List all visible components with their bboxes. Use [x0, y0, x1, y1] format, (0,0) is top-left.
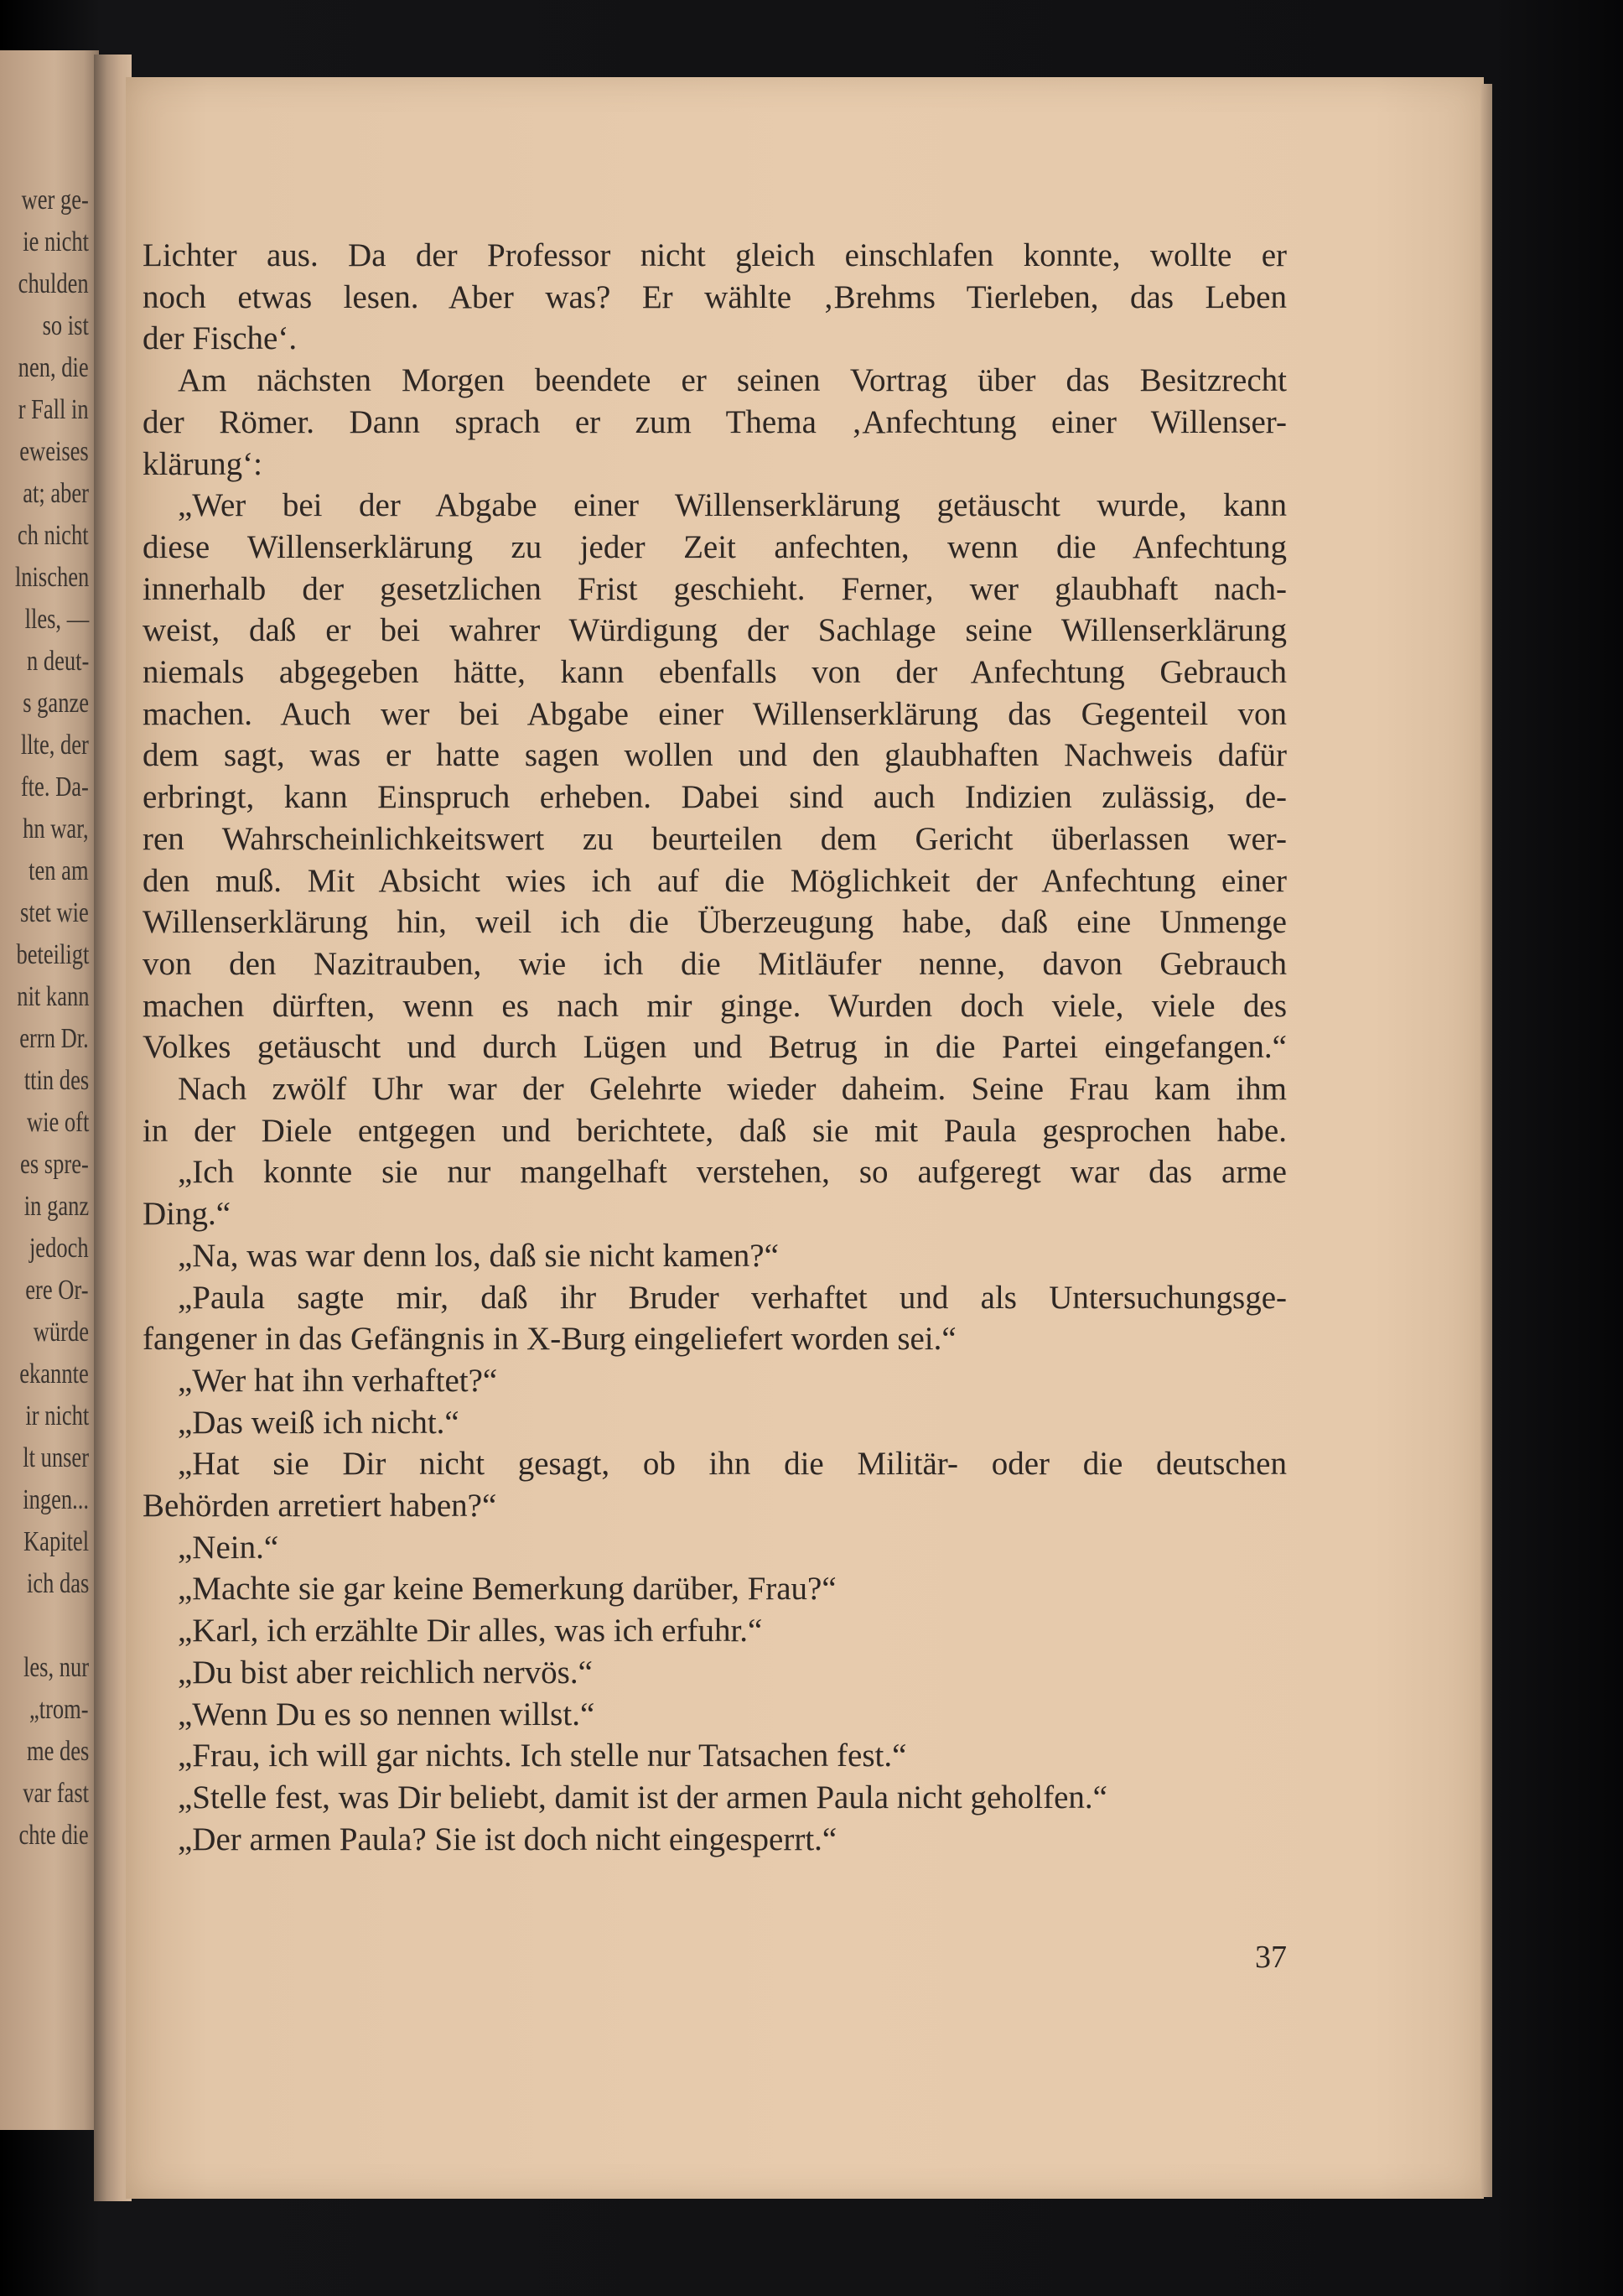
- left-page-fragment: lt unser: [23, 1442, 89, 1473]
- text-line: dem sagt, was er hatte sagen wollen und den glaubhaften Nachweis dafür: [143, 737, 1287, 773]
- left-page-fragment: s ganze: [23, 688, 89, 719]
- text-line: klärung‘:: [143, 446, 262, 482]
- text-line: Nach zwölf Uhr war der Gelehrte wieder daheim. Seine Frau kam ihm: [178, 1071, 1287, 1107]
- text-line: in der Diele entgegen und berichtete, daß sie mit Paula gesprochen habe.: [143, 1113, 1287, 1149]
- left-page-fragment: „trom-: [29, 1694, 89, 1725]
- left-page-fragment: lles, —: [24, 604, 89, 635]
- text-line: „Hat sie Dir nicht gesagt, ob ihn die Militär- oder die deutschen: [178, 1446, 1287, 1482]
- left-page-fragment: at; aber: [23, 478, 89, 509]
- text-line: noch etwas lesen. Aber was? Er wählte ‚Brehms Tierleben, das Leben: [143, 279, 1287, 315]
- text-line: „Ich konnte sie nur mangelhaft verstehen, so aufgeregt war das arme: [178, 1154, 1287, 1190]
- text-line: machen. Auch wer bei Abgabe einer Willenserklärung das Gegenteil von: [143, 696, 1287, 732]
- text-line: innerhalb der gesetzlichen Frist geschieht. Ferner, wer glaubhaft nach-: [143, 571, 1287, 607]
- left-page-fragment: beteiligt: [16, 939, 89, 970]
- left-page-fragment: hn war,: [23, 813, 89, 844]
- left-page-fragment: wie oft: [26, 1107, 89, 1138]
- text-line: „Nein.“: [178, 1530, 279, 1566]
- left-page-fragment: nit kann: [16, 981, 89, 1012]
- text-line: „Karl, ich erzählte Dir alles, was ich erfuhr.“: [178, 1613, 763, 1649]
- left-page-fragment: nen, die: [18, 352, 89, 383]
- text-line: der Römer. Dann sprach er zum Thema ‚Anfechtung einer Willenser-: [143, 404, 1287, 440]
- left-page-fragment: errn Dr.: [19, 1023, 89, 1054]
- left-page-fragment: jedoch: [29, 1233, 89, 1264]
- text-line: Lichter aus. Da der Professor nicht gleich einschlafen konnte, wollte er: [143, 237, 1287, 273]
- text-line: „Machte sie gar keine Bemerkung darüber, Frau?“: [178, 1571, 837, 1607]
- text-line: „Das weiß ich nicht.“: [178, 1405, 459, 1441]
- text-line: „Du bist aber reichlich nervös.“: [178, 1654, 593, 1691]
- page-number: 37: [1255, 1940, 1287, 1975]
- text-line: niemals abgegeben hätte, kann ebenfalls von der Anfechtung Gebrauch: [143, 654, 1287, 690]
- left-page-fragment: ch nicht: [18, 520, 89, 551]
- text-line: machen dürften, wenn es nach mir ginge. Wurden doch viele, viele des: [143, 988, 1287, 1024]
- text-line: Am nächsten Morgen beendete er seinen Vortrag über das Besitzrecht: [178, 362, 1287, 398]
- left-page-fragment: les, nur: [23, 1652, 89, 1683]
- left-page-fragment: Kapitel: [23, 1526, 89, 1557]
- left-page-fragment: ten am: [29, 855, 89, 886]
- left-page-fragment: ir nicht: [25, 1400, 89, 1431]
- left-page-fragment: chte die: [18, 1820, 89, 1851]
- text-line: ren Wahrscheinlichkeitswert zu beurteilen dem Gericht überlassen wer-: [143, 821, 1287, 857]
- text-line: Behörden arretiert haben?“: [143, 1488, 497, 1524]
- text-line: „Wer hat ihn verhaftet?“: [178, 1363, 498, 1399]
- text-line: fangener in das Gefängnis in X-Burg eingeliefert worden sei.“: [143, 1321, 957, 1357]
- left-page-fragment: wer ge-: [21, 184, 89, 216]
- left-page-fragment: r Fall in: [18, 394, 89, 425]
- text-line: „Paula sagte mir, daß ihr Bruder verhaftet und als Untersuchungsge-: [178, 1280, 1287, 1316]
- left-page-fragment: stet wie: [20, 897, 89, 928]
- left-page-fragment: es spre-: [20, 1149, 89, 1180]
- text-line: Ding.“: [143, 1196, 231, 1232]
- text-line: Volkes getäuscht und durch Lügen und Betrug in die Partei eingefangen.“: [143, 1029, 1287, 1065]
- left-page-fragment: llte, der: [21, 730, 89, 761]
- text-line: „Der armen Paula? Sie ist doch nicht eingesperrt.“: [178, 1821, 837, 1857]
- left-page-fragment: eweises: [19, 436, 89, 467]
- text-line: „Na, was war denn los, daß sie nicht kamen?“: [178, 1238, 779, 1274]
- left-page-fragment: würde: [33, 1317, 89, 1348]
- left-page-fragment: fte. Da-: [21, 771, 89, 803]
- left-page-fragment: ie nicht: [23, 226, 89, 257]
- left-page-fragment: ttin des: [23, 1065, 89, 1096]
- text-line: „Wenn Du es so nennen willst.“: [178, 1696, 595, 1732]
- text-line: „Frau, ich will gar nichts. Ich stelle nur Tatsachen fest.“: [178, 1738, 907, 1774]
- text-line: diese Willenserklärung zu jeder Zeit anfechten, wenn die Anfechtung: [143, 529, 1287, 565]
- left-page-fragment: ekannte: [19, 1358, 89, 1390]
- left-page-fragment: ingen...: [23, 1484, 89, 1515]
- text-line: Willenserklärung hin, weil ich die Überzeugung habe, daß eine Unmenge: [143, 904, 1287, 940]
- left-page-fragment: in ganz: [23, 1191, 89, 1222]
- left-page-fragment: me des: [26, 1736, 89, 1767]
- page-edge: [1480, 84, 1492, 2197]
- text-line: weist, daß er bei wahrer Würdigung der Sachlage seine Willenserklärung: [143, 612, 1287, 648]
- left-page-fragment: chulden: [18, 268, 89, 299]
- text-line: „Wer bei der Abgabe einer Willenserklärung getäuscht wurde, kann: [178, 487, 1287, 523]
- text-line: von den Nazitrauben, wie ich die Mitläufer nenne, davon Gebrauch: [143, 946, 1287, 982]
- left-page-fragment: var fast: [23, 1778, 89, 1809]
- left-page-fragment: n deut-: [26, 646, 89, 677]
- left-page-fragment: ich das: [26, 1568, 89, 1599]
- left-page-fragment: lnischen: [14, 562, 89, 593]
- left-page-fragment: ere Or-: [25, 1275, 89, 1306]
- left-page-fragment: so ist: [42, 310, 89, 341]
- text-line: erbringt, kann Einspruch erheben. Dabei sind auch Indizien zulässig, de-: [143, 779, 1287, 815]
- left-facing-page: [0, 50, 99, 2130]
- text-line: „Stelle fest, was Dir beliebt, damit ist der armen Paula nicht geholfen.“: [178, 1779, 1107, 1816]
- text-line: den muß. Mit Absicht wies ich auf die Möglichkeit der Anfechtung einer: [143, 863, 1287, 899]
- text-line: der Fische‘.: [143, 320, 298, 356]
